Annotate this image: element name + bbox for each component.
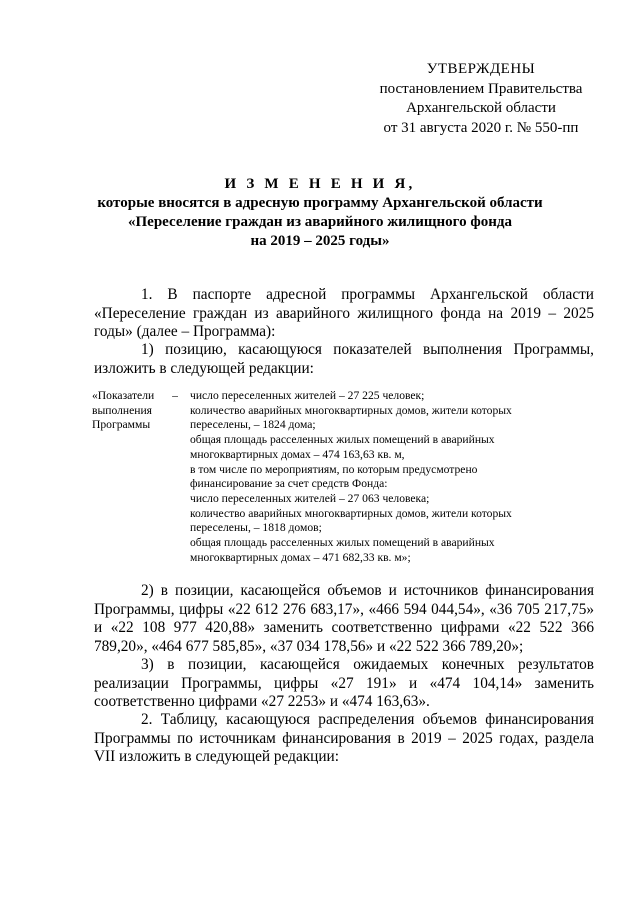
passport-value-line: многоквартирных домах – 471 682,33 кв. м»; <box>190 550 411 564</box>
passport-value-line: общая площадь расселенных жилых помещений в аварийных <box>190 536 495 550</box>
passport-label-line: «Показатели <box>92 389 155 402</box>
title-line-4: на 2019 – 2025 годы» <box>250 233 390 249</box>
passport-label-line: Программы <box>92 418 151 432</box>
approval-heading: УТВЕРЖДЕНЫ <box>426 61 536 77</box>
paragraph-indicators: 1) позицию, касающуюся показателей выполнения Программы, изложить в следующей редакции: <box>94 341 594 377</box>
passport-value-line: общая площадь расселенных жилых помещений в аварийных <box>190 433 495 447</box>
approval-line-region: Архангельской области <box>406 100 556 116</box>
paragraph-financing: 2) в позиции, касающейся объемов и источников финансирования Программы, цифры «22 612 276 683,17», «466 594 044,54», «36 705 217,75» и «22 108 977 420,88» заменить соответственно цифрами «22 522 366 789,20», «464 677 585,85», «37 034 178,56» и «22 522 366 789,20»; <box>94 582 594 655</box>
passport-value-line: число переселенных жителей – 27 225 человек; <box>190 389 425 402</box>
passport-dash: – <box>172 389 178 402</box>
title-heading: И З М Е Н Е Н И Я, <box>224 176 416 192</box>
title-line-2: которые вносятся в адресную программу Архангельской области <box>97 195 543 211</box>
approval-line-date: от 31 августа 2020 г. № 550-пп <box>383 119 579 136</box>
title-line-3: «Переселение граждан из аварийного жилищного фонда <box>128 214 512 230</box>
passport-value-line: финансирование за счет средств Фонда: <box>190 477 388 491</box>
passport-value-line: переселены, – 1818 домов; <box>190 521 322 535</box>
paragraph-passport-intro: 1. В паспорте адресной программы Архангельской области «Переселение граждан из аварийного жилищного фонда на 2019 – 2025 годы» (далее – Программа): <box>94 286 594 340</box>
passport-value-line: многоквартирных домах – 474 163,63 кв. м, <box>190 447 405 461</box>
passport-label <box>92 389 170 433</box>
paragraph-results: 3) в позиции, касающейся ожидаемых конечных результатов реализации Программы, цифры «27 191» и «474 104,14» заменить соответственно цифрами «27 2253» и «474 163,63». <box>94 656 594 710</box>
document-title <box>90 175 550 251</box>
passport-value-line: переселены, – 1824 дома; <box>190 418 316 432</box>
passport-value-line: количество аварийных многоквартирных домов, жители которых <box>190 506 512 520</box>
passport-value-line: число переселенных жителей – 27 063 человека; <box>190 491 430 505</box>
approval-line-decree: постановлением Правительства <box>379 80 583 97</box>
paragraph-table-section: 2. Таблицу, касающуюся распределения объемов финансирования Программы по источникам финансирования в 2019 – 2025 годах, раздела VII изложить в следующей редакции: <box>94 711 594 765</box>
passport-label-line: выполнения <box>92 403 152 417</box>
passport-value-line: в том числе по мероприятиям, по которым предусмотрено <box>190 462 478 476</box>
passport-value-line: количество аварийных многоквартирных домов, жители которых <box>190 403 512 417</box>
passport-values <box>190 389 590 565</box>
approval-block <box>376 60 586 138</box>
